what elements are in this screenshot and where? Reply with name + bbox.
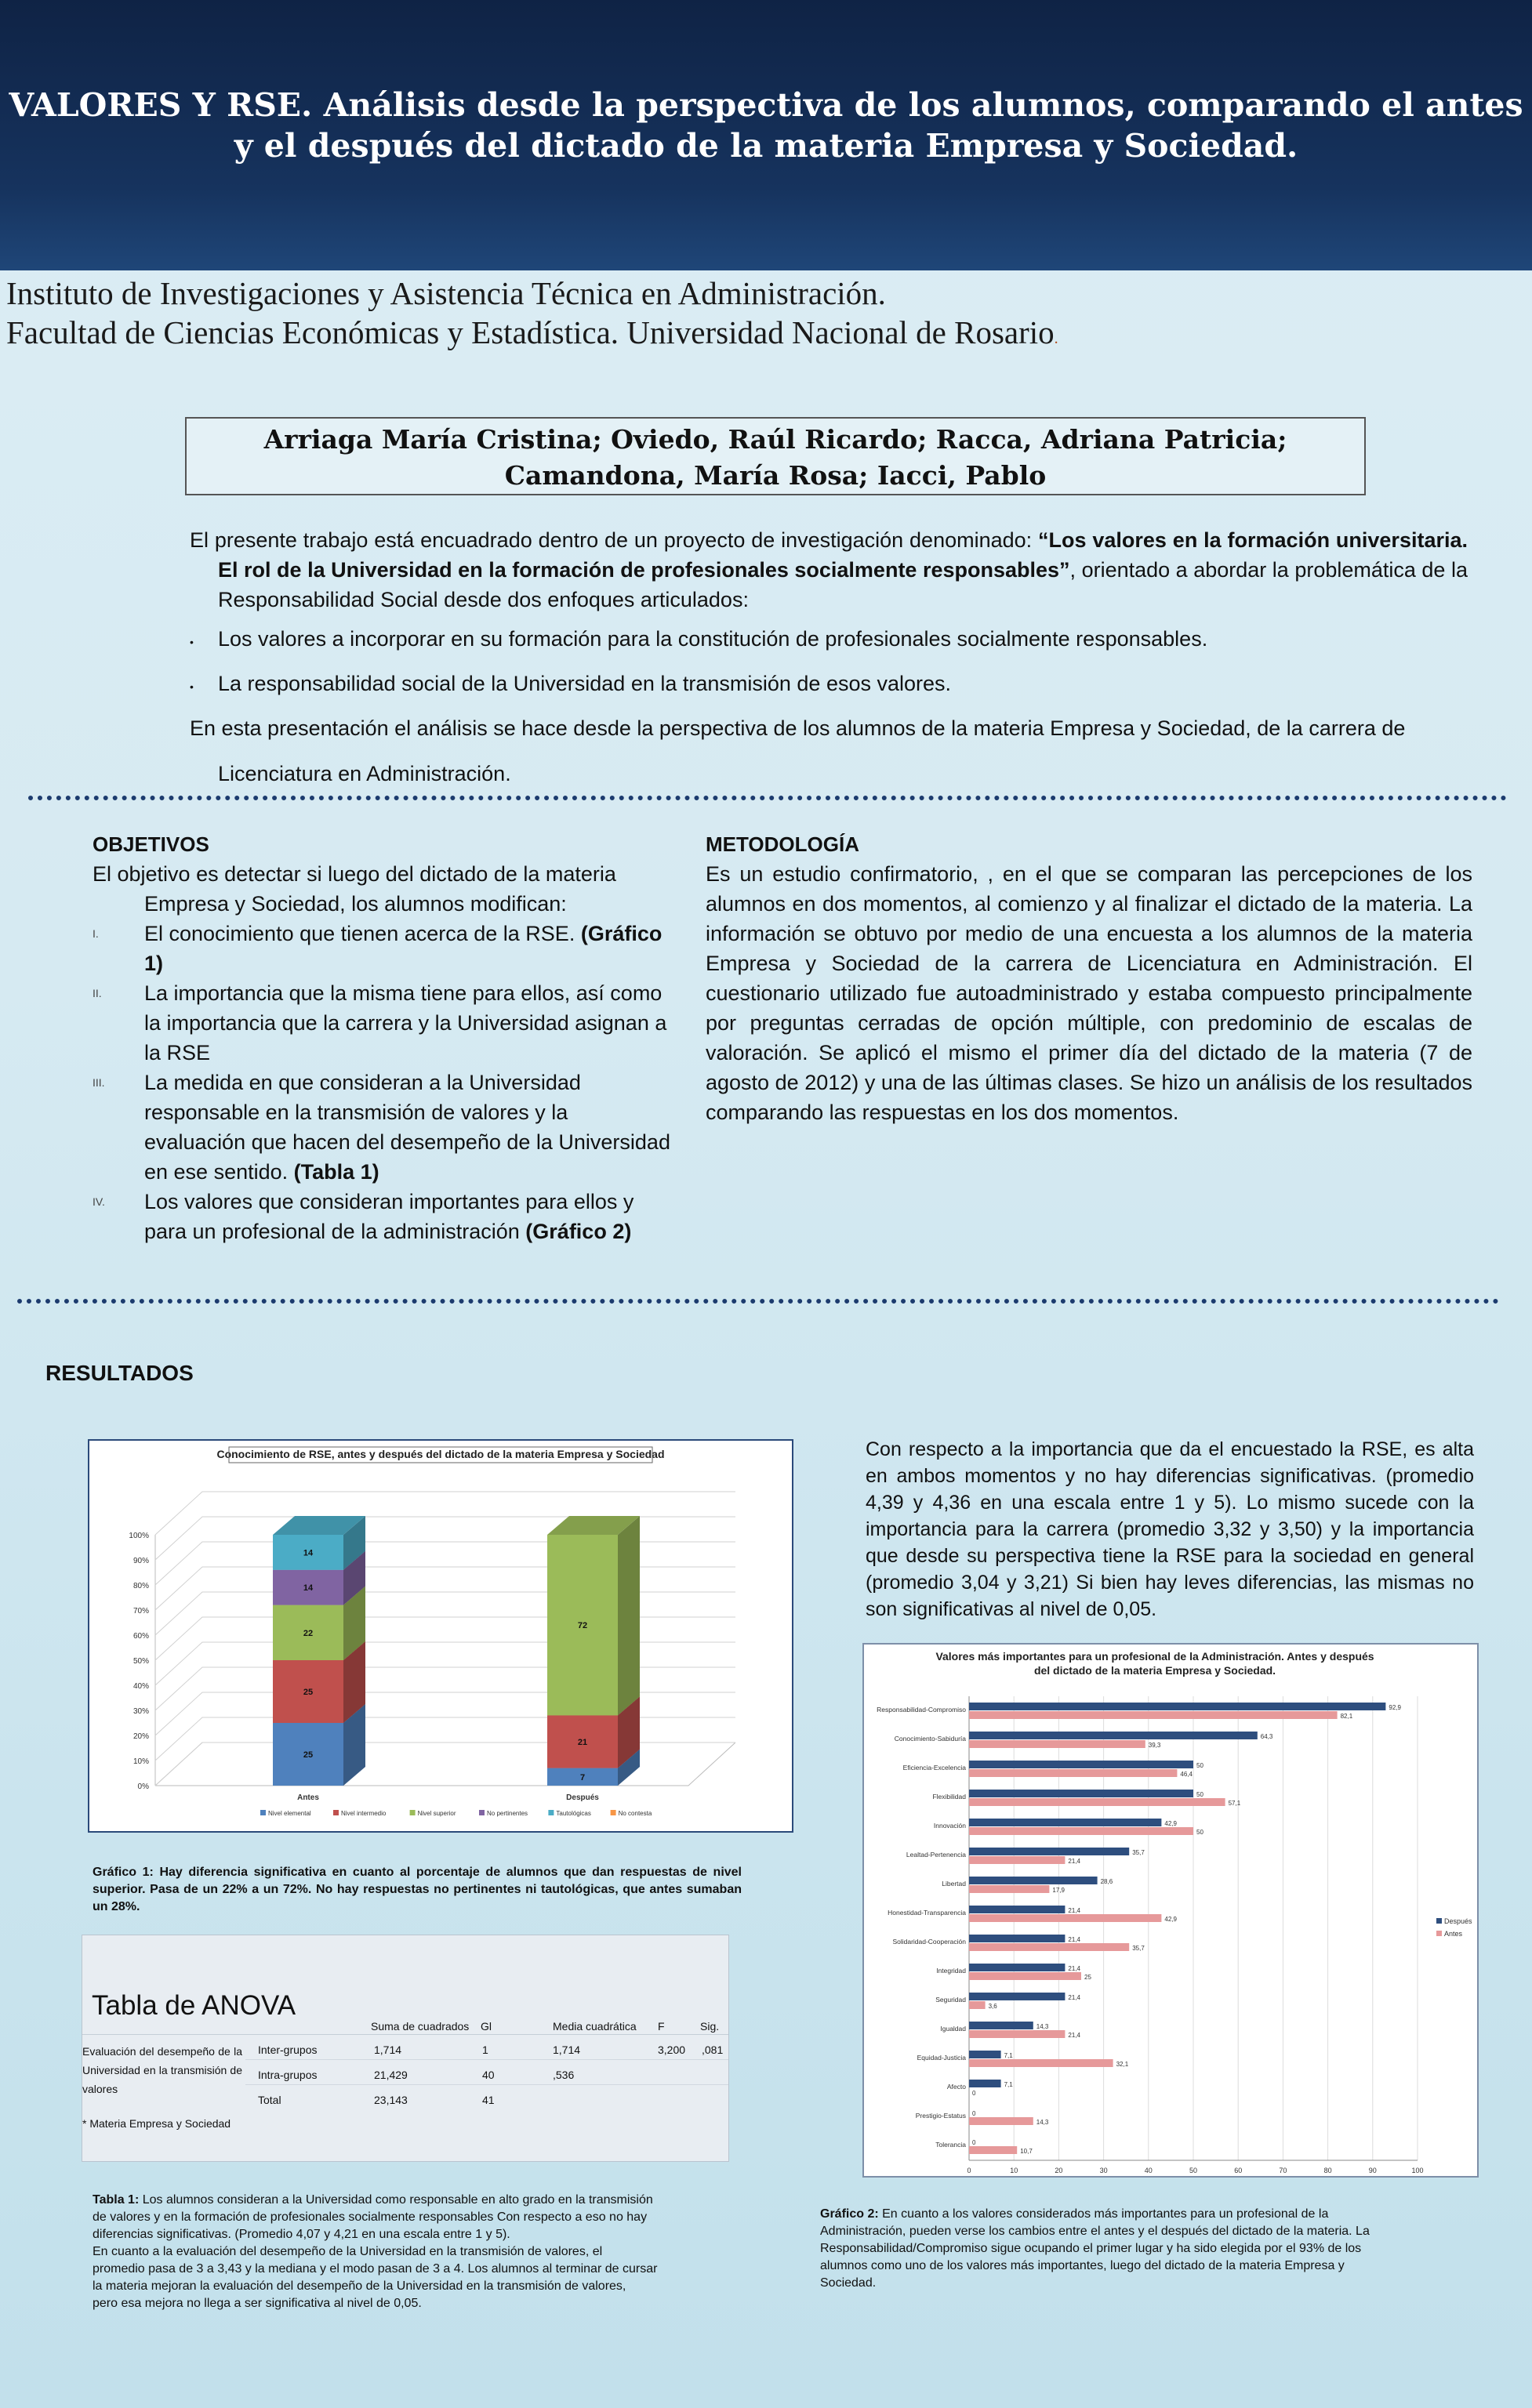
gridline [155, 1667, 735, 1710]
bar [969, 1703, 1385, 1710]
legend-label: Nivel elemental [268, 1810, 311, 1817]
anova-header: Sig. [700, 2020, 720, 2033]
data-label: 21,4 [1068, 1994, 1080, 2001]
caption-line: diferencias significativas. (Promedio 4,07 y 4,21 en una escala entre 1 y 5). [93, 2228, 510, 2241]
caption-line: Administración, pueden verse los cambios entre el antes y el después del dictado de la materia. La [820, 2225, 1370, 2238]
anova-cell: 1,714 [553, 2044, 581, 2056]
data-label: 0 [972, 2139, 976, 2146]
bar [969, 1819, 1161, 1826]
y-tick-label: 70% [133, 1607, 149, 1616]
anova-cell: Total [258, 2094, 281, 2106]
bar-segment-side [618, 1516, 640, 1715]
data-label: 0 [972, 2110, 976, 2117]
data-label: 21 [577, 1738, 588, 1747]
anova-header: Media cuadrática [553, 2020, 637, 2033]
legend-swatch [410, 1810, 416, 1815]
poster-title [0, 85, 1532, 166]
legend-swatch [479, 1810, 485, 1815]
project-name: “Los valores en la formación universitaria. El rol de la Universidad en la formación de profesionales socialmente responsables” [218, 528, 1468, 582]
y-tick-label: 50% [133, 1657, 149, 1666]
grafico-1-frame [88, 1439, 793, 1833]
grafico-1-caption: Gráfico 1: Hay diferencia significativa en cuanto al porcentaje de alumnos que dan respuestas de nivel superior. Pasa de un 22% a un 72%. No hay respuestas no pertinentes ni tautológicas, que antes sumaban un 28%. [93, 1866, 742, 1913]
bar [969, 1935, 1065, 1942]
data-label: 22 [303, 1628, 314, 1638]
legend-label: Tautológicas [556, 1810, 591, 1817]
bar [969, 1885, 1049, 1893]
item-ref: (Tabla 1) [293, 1160, 379, 1184]
legend-swatch [333, 1810, 339, 1815]
y-tick-label: 20% [133, 1732, 149, 1741]
bar [969, 2146, 1017, 2154]
item-number: I. [93, 927, 99, 940]
data-label: 32,1 [1116, 2061, 1129, 2068]
bullet-icon: • [190, 636, 194, 648]
grafico-2-caption [820, 2206, 1463, 2292]
data-label: 17,9 [1052, 1887, 1065, 1894]
bar [969, 1740, 1145, 1748]
y-tick-label: Eficiencia-Excelencia [902, 1764, 966, 1772]
institution-name: Facultad de Ciencias Económicas y Estadística. Universidad Nacional de Rosario [6, 314, 1055, 350]
bar [969, 1914, 1161, 1922]
institution-line-1: Instituto de Investigaciones y Asistencia Técnica en Administración. [6, 275, 886, 311]
gridline [155, 1717, 735, 1761]
bar [969, 1798, 1225, 1806]
bar [969, 1943, 1129, 1951]
data-label: 7 [579, 1772, 586, 1782]
data-label: 28,6 [1100, 1878, 1113, 1885]
y-tick-label: Libertad [942, 1880, 966, 1888]
bullet-icon: • [190, 680, 194, 693]
data-label: 3,6 [988, 2003, 997, 2010]
data-label: 57,1 [1228, 1800, 1241, 1807]
data-label: 82,1 [1340, 1713, 1353, 1720]
intro-paragraph-2 [190, 713, 1468, 789]
anova-cell: 21,429 [374, 2069, 408, 2081]
y-tick-label: 10% [133, 1757, 149, 1766]
anova-table [82, 1935, 729, 2162]
tabla-caption [93, 2192, 735, 2312]
x-tick-label: 90 [1368, 2167, 1377, 2174]
x-tick-label: 10 [1010, 2167, 1018, 2174]
anova-cell: Inter-grupos [258, 2044, 318, 2056]
y-tick-label: Prestigio-Estatus [915, 2112, 966, 2120]
y-tick-label: Integridad [936, 1967, 966, 1975]
caption-label: Gráfico 2: [820, 2207, 879, 2221]
bar [969, 1877, 1098, 1884]
objetivos-section [93, 829, 673, 1246]
anova-cell: 1,714 [374, 2044, 402, 2056]
gridline [155, 1692, 735, 1735]
data-label: 10,7 [1020, 2148, 1033, 2155]
y-tick-label: 90% [133, 1557, 149, 1565]
x-tick-label: 70 [1279, 2167, 1287, 2174]
data-label: 14,3 [1036, 2023, 1049, 2030]
objetivos-intro-2: Empresa y Sociedad, los alumnos modifican: [144, 892, 567, 916]
y-tick-label: Flexibilidad [932, 1793, 966, 1801]
item-number: IV. [93, 1195, 105, 1208]
legend-swatch [1436, 1918, 1442, 1924]
y-tick-label: 0% [137, 1782, 149, 1791]
data-label: 50 [1196, 1829, 1203, 1836]
data-label: 42,9 [1164, 1820, 1177, 1827]
caption-line: la materia mejoran la evaluación del desempeño de la Universidad en la transmisión de valores, [93, 2279, 626, 2293]
intro-paragraph [190, 525, 1468, 615]
data-label: 92,9 [1389, 1704, 1401, 1711]
legend-swatch [548, 1810, 554, 1815]
anova-cell: 1 [482, 2044, 488, 2056]
grafico-1-chart [89, 1441, 792, 1831]
resultados-title: RESULTADOS [45, 1361, 194, 1385]
caption-line: Los alumnos consideran a la Universidad como responsable en alto grado en la transmisión [139, 2193, 653, 2207]
intro-bullet-1 [190, 624, 1468, 657]
bar [969, 1711, 1338, 1719]
objetivos-intro: El objetivo es detectar si luego del dictado de la materia [93, 862, 616, 886]
intro-p2-line-2: Licenciatura en Administración. [218, 762, 511, 785]
data-label: 50 [1196, 1791, 1203, 1798]
caption-line: En cuanto a la evaluación del desempeño de la Universidad en la transmisión de valores, el [93, 2245, 603, 2258]
item-text: La importancia que la misma tiene para ellos, así como la importancia que la carrera y la Universidad asignan a la RSE [144, 981, 667, 1064]
grafico-2-frame [862, 1643, 1479, 2178]
anova-header: Gl [481, 2020, 492, 2033]
x-tick-label: 30 [1099, 2167, 1108, 2174]
bullet-text: La responsabilidad social de la Universidad en la transmisión de esos valores. [218, 672, 952, 695]
caption-label: Tabla 1: [93, 2193, 140, 2207]
data-label: 21,4 [1068, 1965, 1080, 1972]
anova-cell: 41 [482, 2094, 495, 2106]
y-tick-label: Solidaridad-Cooperación [892, 1938, 966, 1946]
anova-cell: Intra-grupos [258, 2069, 318, 2081]
y-tick-label: 80% [133, 1582, 149, 1590]
y-tick-label: Lealtad-Pertenencia [906, 1851, 966, 1859]
gridline [155, 1542, 735, 1585]
gridline [155, 1617, 735, 1660]
anova-rule [245, 2059, 728, 2060]
x-tick-label: Antes [297, 1793, 319, 1802]
bar [969, 1848, 1129, 1855]
metodologia-text: Es un estudio confirmatorio, , en el que se comparan las percepciones de los alumnos en dos momentos, al comienzo y al finalizar el dictado de la materia. La información se obtuvo por medio de una encuesta a los alumnos de la materia Empresa y Sociedad de la carrera de Licenciatura en Administración. El cuestionario utilizado fue autoadministrado y estaba compuesto principalmente por preguntas cerradas de opción múltiple, con predominio de escalas de valoración. Se aplicó el mismo el primer día del dictado de la materia (7 de agosto de 2012) y una de las últimas clases. Se hizo un análisis de los resultados comparando las respuestas en los dos momentos. [706, 862, 1472, 1124]
importance-dot: . [1151, 1598, 1157, 1620]
data-label: 35,7 [1132, 1945, 1145, 1952]
anova-cell: 23,143 [374, 2094, 408, 2106]
objetivo-item [93, 919, 673, 978]
bar [969, 1769, 1177, 1777]
y-tick-label: Equidad-Justicia [917, 2054, 966, 2062]
item-text: La medida en que consideran a la Universidad responsable en la transmisión de valores y la evaluación que hacen del desempeño de la Universidad en ese sentido. [144, 1071, 670, 1184]
anova-cell: ,081 [702, 2044, 724, 2056]
data-label: 25 [303, 1688, 314, 1697]
institution-line-2 [6, 314, 1058, 351]
data-label: 39,3 [1148, 1742, 1161, 1749]
gridline [155, 1517, 735, 1560]
authors-line-1: Arriaga María Cristina; Oviedo, Raúl Ricardo; Racca, Adriana Patricia; [263, 424, 1287, 455]
divider-1 [28, 796, 1507, 800]
data-label: 0 [972, 2090, 976, 2097]
authors-line-2: Camandona, María Rosa; Iacci, Pablo [504, 460, 1047, 491]
x-tick-label: 80 [1323, 2167, 1332, 2174]
bar [969, 1972, 1081, 1980]
title-line-2: y el después del dictado de la materia Empresa y Sociedad. [234, 127, 1298, 165]
caption-line: alumnos como uno de los valores más importantes, luego del dictado de la materia Empresa y [820, 2259, 1345, 2272]
anova-footnote: * Materia Empresa y Sociedad [82, 2117, 231, 2130]
data-label: 7,1 [1004, 2052, 1013, 2059]
legend-swatch [260, 1810, 266, 1815]
bar [969, 1790, 1193, 1797]
importance-text: Con respecto a la importancia que da el encuestado la RSE, es alta en ambos momentos y no hay diferencias significativas. (promedio 4,39 y 4,36 en una escala entre 1 y 5). Lo mismo sucede con la importancia para la carrera (promedio 3,32 y 3,50) y la importancia que desde su perspectiva tiene la RSE para la sociedad en general (promedio 3,04 y 3,21) Si bien hay leves diferencias, las mismas no son significativas al nivel de 0,05 [866, 1438, 1474, 1620]
anova-cell: 3,200 [658, 2044, 686, 2056]
bar [969, 2117, 1033, 2125]
legend-label: Antes [1444, 1930, 1463, 1938]
data-label: 35,7 [1132, 1849, 1145, 1856]
intro-p2-line-1: En esta presentación el análisis se hace desde la perspectiva de los alumnos de la materia Empresa y Sociedad, de la carrera de [190, 716, 1406, 740]
title-line-1: VALORES Y RSE. Análisis desde la perspectiva de los alumnos, comparando el antes [9, 86, 1523, 124]
intro-bullet-2 [190, 669, 1468, 702]
data-label: 21,4 [1068, 2032, 1080, 2039]
data-label: 64,3 [1260, 1733, 1273, 1740]
data-label: 21,4 [1068, 1936, 1080, 1943]
y-tick-label: Seguridad [935, 1996, 966, 2004]
data-label: 25 [303, 1750, 314, 1760]
x-tick-label: Después [566, 1793, 599, 1802]
y-tick-label: Igualdad [940, 2025, 966, 2033]
y-tick-label: 100% [129, 1532, 149, 1540]
y-tick-label: 40% [133, 1682, 149, 1691]
authors-box [185, 417, 1366, 495]
bar [969, 2001, 986, 2009]
data-label: 42,9 [1164, 1916, 1177, 1923]
x-tick-label: 40 [1144, 2167, 1153, 2174]
item-text: Los valores que consideran importantes para ellos y para un profesional de la administración [144, 1190, 634, 1243]
data-label: 21,4 [1068, 1907, 1080, 1914]
legend-label: No pertinentes [487, 1810, 528, 1817]
gridline [155, 1592, 735, 1635]
caption-line: En cuanto a los valores considerados más importantes para un profesional de la [878, 2207, 1329, 2221]
bar [969, 2059, 1113, 2067]
y-tick-label: Honestidad-Transparencia [888, 1909, 966, 1917]
objetivos-title: OBJETIVOS [93, 832, 209, 856]
metodologia-section [706, 829, 1472, 1127]
institution-dot: . [1054, 330, 1058, 347]
item-ref: (Gráfico 2) [525, 1220, 632, 1243]
anova-header: Suma de cuadrados [371, 2020, 470, 2033]
caption-line: Sociedad. [820, 2276, 877, 2290]
data-label: 14 [303, 1583, 314, 1594]
item-ref: (Gráfico 1) [144, 922, 663, 975]
anova-title: Tabla de ANOVA [92, 1990, 296, 2021]
bar [969, 1964, 1065, 1971]
x-tick-label: 50 [1189, 2167, 1198, 2174]
chart-title: del dictado de la materia Empresa y Sociedad. [1033, 1664, 1276, 1677]
data-label: 72 [577, 1621, 588, 1631]
data-label: 50 [1196, 1762, 1203, 1769]
legend-swatch [611, 1810, 616, 1815]
x-tick-label: 100 [1411, 2167, 1424, 2174]
item-text: El conocimiento que tienen acerca de la RSE. [144, 922, 575, 945]
chart-title: Valores más importantes para un profesional de la Administración. Antes y después [935, 1650, 1374, 1663]
bar [969, 1906, 1065, 1913]
gridline [155, 1567, 735, 1610]
y-tick-label: 60% [133, 1632, 149, 1641]
caption-line: pero esa mejora no llega a ser significativa al nivel de 0,05. [93, 2297, 422, 2310]
chart-floor-edge [155, 1743, 735, 1786]
x-tick-label: 60 [1234, 2167, 1243, 2174]
gridline [155, 1642, 735, 1685]
objetivo-item [93, 1068, 673, 1187]
anova-row-label: Evaluación del desempeño de la Universidad en la transmisión de valores [82, 2045, 242, 2095]
grafico-2-chart [864, 1645, 1477, 2176]
legend-swatch [1436, 1931, 1442, 1936]
anova-rule [245, 2084, 728, 2085]
bar [969, 2051, 1001, 2058]
legend-label: Después [1444, 1917, 1472, 1925]
bar [969, 2080, 1001, 2087]
chart-floor-edge [155, 1743, 735, 1786]
anova-header: F [658, 2020, 665, 2033]
y-tick-label: Tolerancia [935, 2141, 966, 2149]
y-tick-label: Conocimiento-Sabiduría [894, 1735, 966, 1743]
divider-2 [17, 1299, 1499, 1304]
intro-text-start: El presente trabajo está encuadrado dentro de un proyecto de investigación denominado: [190, 528, 1039, 552]
metodologia-title: METODOLOGÍA [706, 832, 859, 856]
importance-paragraph [866, 1436, 1474, 1623]
gridline [155, 1492, 735, 1535]
intro-text-end: , orientado a abordar la problemática de la Responsabilidad Social desde dos enfoques articulados: [218, 558, 1468, 611]
x-tick-label: 0 [967, 2167, 971, 2174]
legend-label: Nivel superior [417, 1810, 456, 1817]
bullet-text: Los valores a incorporar en su formación para la constitución de profesionales socialmente responsables. [218, 627, 1208, 651]
y-tick-label: Afecto [946, 2083, 966, 2091]
data-label: 14 [303, 1548, 314, 1558]
item-number: II. [93, 987, 102, 999]
objetivo-item [93, 1187, 673, 1246]
bar [969, 2030, 1065, 2038]
data-label: 46,4 [1180, 1771, 1193, 1778]
bar [969, 1856, 1065, 1864]
anova-cell: 40 [482, 2069, 495, 2081]
bar [969, 1827, 1193, 1835]
bar [969, 1761, 1193, 1768]
caption-line: Responsabilidad/Compromiso sigue ocupando el primer lugar y ha sido elegida por el 93% de los [820, 2242, 1362, 2255]
data-label: 25 [1084, 1974, 1091, 1981]
bar [969, 1993, 1065, 2000]
y-tick-label: Innovación [933, 1822, 966, 1830]
bar [969, 2022, 1033, 2029]
chart-title: Conocimiento de RSE, antes y después del dictado de la materia Empresa y Sociedad [216, 1448, 665, 1460]
data-label: 7,1 [1004, 2081, 1013, 2088]
caption-line: de valores y en la formación de profesionales socialmente responsables Con respecto a eso no hay [93, 2210, 648, 2224]
x-tick-label: 20 [1055, 2167, 1063, 2174]
anova-cell: ,536 [553, 2069, 575, 2081]
legend-label: No contesta [618, 1810, 652, 1817]
data-label: 14,3 [1036, 2119, 1049, 2126]
legend-label: Nivel intermedio [341, 1810, 387, 1817]
objetivo-item [93, 978, 673, 1068]
bar [969, 1732, 1258, 1739]
anova-rule [82, 2034, 728, 2035]
gridline [155, 1743, 735, 1786]
item-number: III. [93, 1076, 105, 1089]
data-label: 21,4 [1068, 1858, 1080, 1865]
y-tick-label: 30% [133, 1707, 149, 1716]
y-tick-label: Responsabilidad-Compromiso [877, 1706, 966, 1714]
caption-line: promedio pasa de 3 a 3,43 y la mediana y el modo pasan de 3 a 4. Los alumnos al terminar de cursar [93, 2262, 658, 2276]
